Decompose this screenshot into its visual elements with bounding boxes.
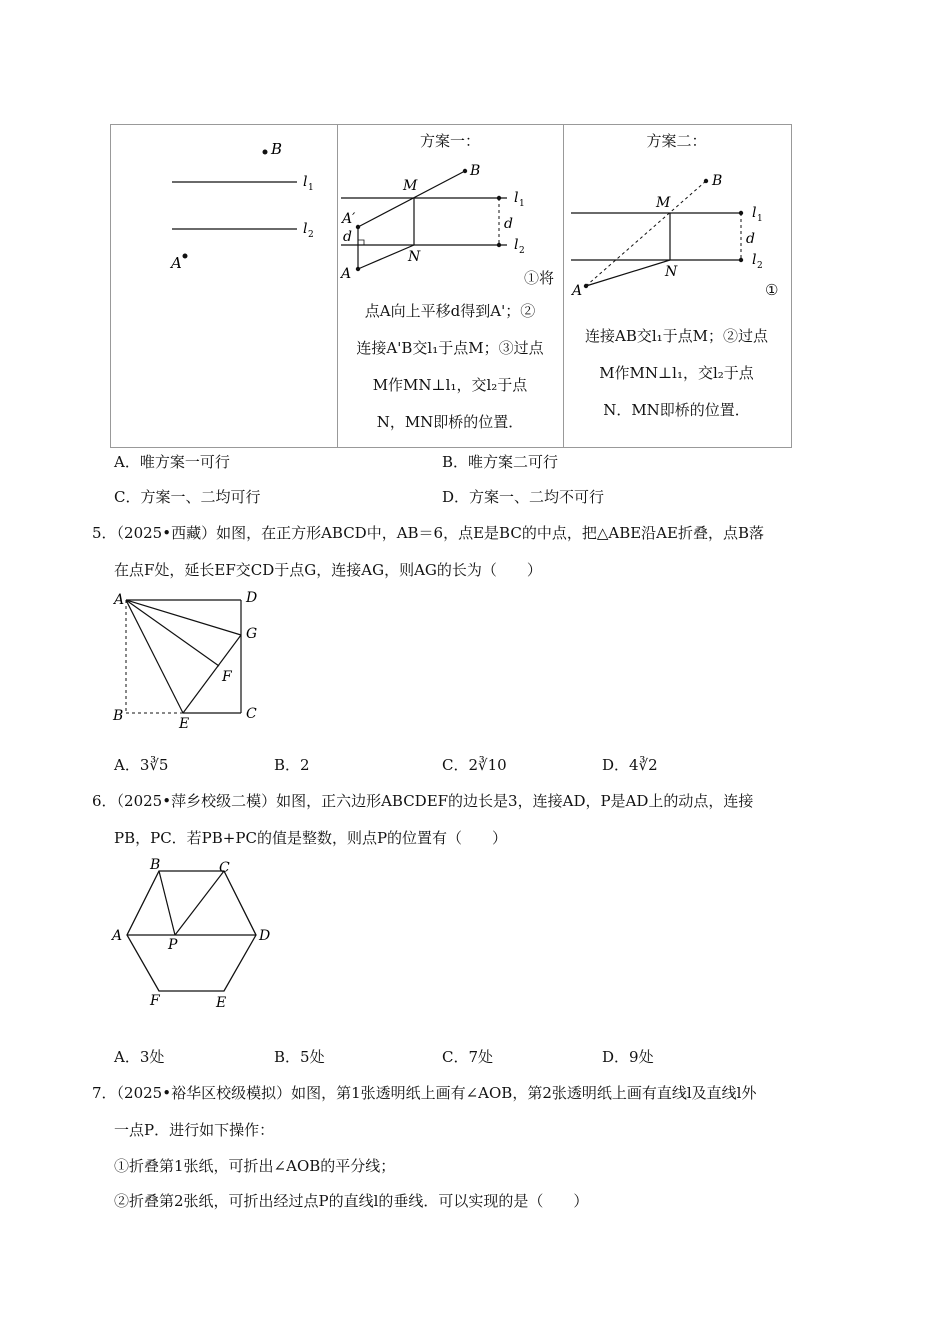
q5-square-figure [108, 588, 268, 733]
plan1-title: 方案一： [419, 132, 480, 150]
svg-text:l: l [303, 221, 308, 237]
q5-line-2: 在点F处，延长EF交CD于点G，连接AG，则AG的长为（ ） [114, 561, 542, 579]
svg-text:1: 1 [308, 183, 314, 193]
svg-text:N: N [665, 264, 678, 280]
plan2-line-3: N．MN即桥的位置． [603, 401, 750, 419]
svg-text:A′: A′ [342, 211, 356, 227]
svg-text:2: 2 [519, 246, 525, 256]
q4-option-a: A．唯方案一可行 [114, 453, 230, 471]
q6-option-b: B．5处 [274, 1048, 325, 1066]
svg-text:E: E [216, 995, 227, 1011]
svg-text:B: B [271, 140, 283, 158]
plan2-line-2: M作MN⊥l₁，交l₂于点 [599, 364, 754, 382]
svg-text:M: M [403, 178, 418, 194]
plan1-line-4: N，MN即桥的位置． [376, 413, 524, 431]
svg-text:F: F [150, 993, 160, 1009]
svg-text:A: A [341, 266, 352, 282]
q5-line-1: 5．（2025•西藏）如图，在正方形ABCD中，AB＝6，点E是BC的中点，把△ABE沿AE折叠，点B落 [92, 524, 764, 542]
plans-table [110, 124, 792, 448]
plan1-line-3: M作MN⊥l₁，交l₂于点 [372, 376, 528, 394]
svg-text:D: D [246, 590, 258, 606]
plan2-title: 方案二： [646, 132, 707, 150]
svg-text:2: 2 [757, 261, 763, 271]
svg-text:A: A [114, 592, 125, 608]
q5-option-d: D．4∛2 [602, 756, 658, 774]
svg-text:M: M [656, 195, 671, 211]
plan2-line-1: 连接AB交l₁于点M；②过点 [584, 327, 769, 345]
q5-option-c: C．2∛10 [442, 756, 507, 774]
q7-line-2: 一点P．进行如下操作： [114, 1121, 275, 1139]
q6-option-a: A．3处 [114, 1048, 165, 1066]
svg-text:B: B [113, 708, 124, 724]
q4-option-d: D．方案一、二均不可行 [442, 488, 605, 506]
svg-text:P: P [168, 937, 178, 953]
svg-text:A: A [112, 928, 123, 944]
svg-text:B: B [150, 857, 161, 873]
q6-option-d: D．9处 [602, 1048, 654, 1066]
svg-text:d: d [746, 231, 755, 247]
q4-option-b: B．唯方案二可行 [442, 453, 559, 471]
plan1-line-2: 连接A'B交l₁于点M；③过点 [356, 339, 544, 357]
q7-line-3: ①折叠第1张纸，可折出∠AOB的平分线； [114, 1157, 396, 1175]
q5-option-b: B．2 [274, 756, 310, 774]
svg-text:B: B [470, 163, 481, 179]
svg-text:1: 1 [757, 214, 763, 224]
svg-text:G: G [246, 626, 258, 642]
svg-text:C: C [219, 860, 230, 876]
svg-text:A: A [171, 254, 182, 272]
svg-text:l: l [514, 190, 519, 206]
svg-text:l: l [752, 205, 757, 221]
svg-text:E: E [179, 716, 190, 732]
q6-hexagon-figure [108, 852, 283, 1017]
plan1-step1: ①将 [524, 269, 555, 287]
plan1-line-1: 点A向上平移d得到A'；② [364, 302, 536, 320]
q6-option-c: C．7处 [442, 1048, 494, 1066]
svg-text:F: F [222, 669, 232, 685]
svg-text:d: d [504, 216, 513, 232]
svg-text:l: l [514, 237, 519, 253]
svg-text:l: l [303, 174, 308, 190]
q6-line-2: PB，PC．若PB+PC的值是整数，则点P的位置有（ ） [114, 829, 508, 847]
q4-option-c: C．方案一、二均可行 [114, 488, 261, 506]
q5-option-a: A．3∛5 [114, 756, 169, 774]
plan2-step1: ① [765, 281, 779, 299]
q6-line-1: 6．（2025•萍乡校级二模）如图，正六边形ABCDEF的边长是3，连接AD，P是AD上的动点，连接 [92, 792, 754, 810]
q7-line-1: 7．（2025•裕华区校级模拟）如图，第1张透明纸上画有∠AOB，第2张透明纸上画有直线l及直线l外 [92, 1084, 757, 1102]
svg-text:C: C [246, 706, 257, 722]
svg-text:1: 1 [519, 199, 525, 209]
svg-text:A: A [572, 283, 583, 295]
original-figure [151, 130, 331, 280]
svg-text:l: l [752, 252, 757, 268]
q7-line-4: ②折叠第2张纸，可折出经过点P的直线l的垂线．可以实现的是（ ） [114, 1192, 589, 1210]
plan2-figure [566, 165, 788, 295]
svg-text:2: 2 [308, 230, 314, 240]
svg-text:B: B [712, 173, 723, 189]
svg-text:D: D [259, 928, 271, 944]
svg-text:N: N [408, 249, 421, 265]
svg-text:d: d [343, 229, 352, 245]
